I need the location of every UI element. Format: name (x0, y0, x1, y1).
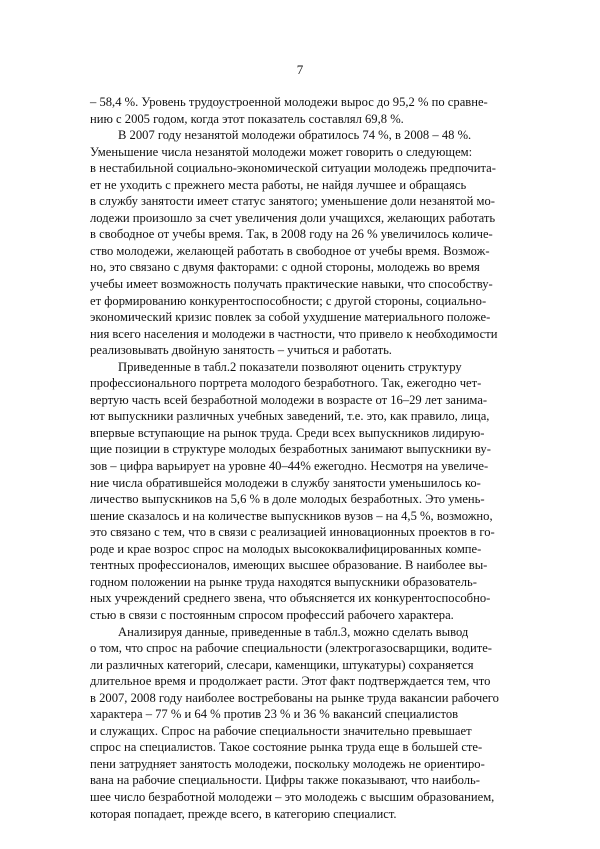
text-line: личество выпускников на 5,6 % в доле молодых безработных. Это умень- (90, 492, 485, 507)
text-line: это связано с тем, что в связи с реализацией инновационных проектов в го- (90, 525, 495, 540)
text-line: ных учреждений среднего звена, что объясняется их конкурентоспособно- (90, 591, 491, 606)
paragraph (90, 624, 540, 823)
text-line: ли различных категорий, слесари, каменщики, штукатуры) сохраняется (90, 657, 474, 672)
text-line: длительное время и продолжает расти. Этот факт подтверждается тем, что (90, 674, 491, 689)
text-line: вана на рабочие специальности. Цифры также показывают, что наиболь- (90, 773, 480, 788)
paragraph (90, 127, 540, 359)
text-line: стью в связи с постоянным спросом профессий рабочего характера. (90, 607, 454, 622)
text-line: пени затрудняет занятость молодежи, поскольку молодежь не ориентиро- (90, 756, 485, 771)
text-line: учебы имеет возможность получать практические навыки, что способству- (90, 277, 493, 292)
text-line: Анализируя данные, приведенные в табл.3, можно сделать вывод (118, 624, 469, 639)
text-line: Приведенные в табл.2 показатели позволяют оценить структуру (118, 359, 462, 374)
text-line: в нестабильной социально-экономической ситуации молодежь предпочита- (90, 161, 496, 176)
text-line: В 2007 году незанятой молодежи обратилось 74 %, в 2008 – 48 %. (118, 128, 472, 143)
text-line: роде и крае возрос спрос на молодых высококвалифицированных компе- (90, 541, 482, 556)
text-line: лодежи произошло за счет увеличения доли учащихся, желающих работать (90, 210, 496, 225)
text-line: в свободное от учебы время. Так, в 2008 году на 26 % увеличилось количе- (90, 227, 493, 242)
text-line: щие позиции в структуре молодых безработных занимают выпускники ву- (90, 442, 491, 457)
text-line: зов – цифра варьирует на уровне 40–44% ежегодно. Несмотря на увеличе- (90, 459, 489, 474)
text-line: ния всего населения и молодежи в частности, что привело к необходимости (90, 326, 498, 341)
paragraph (90, 94, 540, 127)
text-line: экономический кризис повлек за собой ухудшение материального положе- (90, 310, 491, 325)
text-line: нию с 2005 годом, когда этот показатель составлял 69,8 %. (90, 111, 404, 126)
text-line: в 2007, 2008 году наиболее востребованы на рынке труда вакансии рабочего (90, 690, 499, 705)
text-line: ет не уходить с прежнего места работы, не найдя лучшее и обращаясь (90, 177, 467, 192)
page-number: 7 (296, 62, 304, 77)
text-line: ство молодежи, желающей работать в свободное от учебы время. Возмож- (90, 243, 490, 258)
text-line: и служащих. Спрос на рабочие специальности значительно превышает (90, 723, 472, 738)
text-line: ют выпускники различных учебных заведений, т.е. это, как правило, лица, (90, 409, 490, 424)
body-text (90, 94, 540, 822)
text-line: характера – 77 % и 64 % против 23 % и 36 % вакансий специалистов (90, 707, 459, 722)
text-line: но, это связано с двумя факторами: с одной стороны, молодежь во время (90, 260, 480, 275)
text-line: которая попадает, прежде всего, в категорию специалист. (90, 806, 397, 821)
text-line: о том, что спрос на рабочие специальности (электрогазосварщики, водите- (90, 641, 493, 656)
text-line: шее число безработной молодежи – это молодежь с высшим образованием, (90, 789, 495, 804)
text-line: впервые вступающие на рынок труда. Среди всех выпускников лидирую- (90, 425, 485, 440)
text-line: тентных профессионалов, имеющих высшее образование. В наиболее вы- (90, 558, 488, 573)
text-line: Уменьшение числа незанятой молодежи может говорить о следующем: (90, 144, 473, 159)
text-line: ет формированию конкурентоспособности; с другой стороны, социально- (90, 293, 487, 308)
text-line: вертую часть всей безработной молодежи в возрасте от 16–29 лет занима- (90, 392, 488, 407)
text-line: шение сказалось и на количестве выпускников вузов – на 4,5 %, возможно, (90, 508, 493, 523)
text-line: ние числа обратившейся молодежи в службу занятости уменьшилось ко- (90, 475, 481, 490)
text-line: спрос на специалистов. Такое состояние рынка труда еще в большей сте- (90, 740, 483, 755)
text-line: – 58,4 %. Уровень трудоустроенной молодежи вырос до 95,2 % по сравне- (90, 95, 488, 109)
text-line: годном положении на рынке труда находятся выпускники образователь- (90, 574, 477, 589)
text-line: реализовывать двойную занятость – учиться и работать. (90, 343, 392, 358)
text-line: в службу занятости имеет статус занятого; уменьшение доли незанятой мо- (90, 194, 495, 209)
paragraph (90, 359, 540, 624)
text-line: профессионального портрета молодого безработного. Так, ежегодно чет- (90, 376, 482, 391)
